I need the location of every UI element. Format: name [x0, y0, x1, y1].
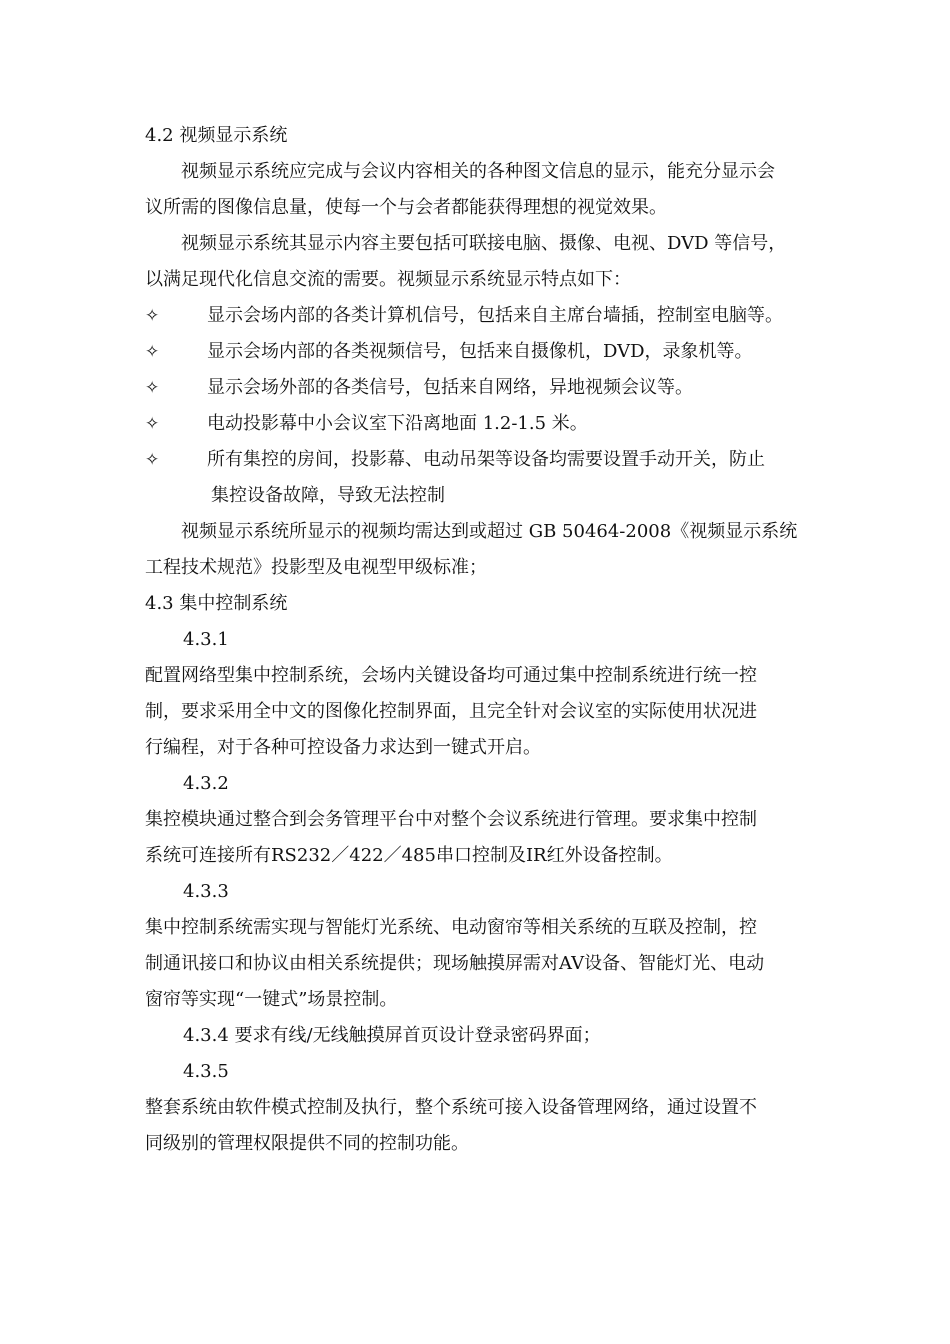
bullet-item	[145, 442, 815, 478]
paragraph-line: 制，要求采用全中文的图像化控制界面，且完全针对会议室的实际使用状况进	[145, 701, 757, 722]
paragraph-line: 窗帘等实现“一键式”场景控制。	[145, 989, 398, 1010]
bullet-text: 显示会场内部的各类计算机信号，包括来自主席台墙插，控制室电脑等。	[207, 305, 783, 326]
diamond-bullet-icon: ✧	[145, 378, 160, 398]
diamond-bullet-icon: ✧	[145, 450, 160, 470]
paragraph-line: 视频显示系统应完成与会议内容相关的各种图文信息的显示，能充分显示会	[181, 161, 775, 182]
paragraph-line: 议所需的图像信息量，使每一个与会者都能获得理想的视觉效果。	[145, 197, 667, 218]
diamond-bullet-icon: ✧	[145, 342, 160, 362]
bullet-item	[145, 370, 815, 406]
paragraph-line: 视频显示系统所显示的视频均需达到或超过 GB 50464-2008《视频显示系统	[181, 521, 798, 542]
paragraph-line: 以满足现代化信息交流的需要。视频显示系统显示特点如下：	[145, 269, 631, 290]
paragraph-line: 制通讯接口和协议由相关系统提供；现场触摸屏需对AV设备、智能灯光、电动	[145, 953, 765, 974]
paragraph-line: 配置网络型集中控制系统，会场内关键设备均可通过集中控制系统进行统一控	[145, 665, 757, 686]
section-heading-4-3: 4.3 集中控制系统	[145, 593, 288, 614]
bullet-item	[145, 406, 815, 442]
bullet-continuation: 集控设备故障，导致无法控制	[211, 485, 445, 506]
paragraph-line: 行编程，对于各种可控设备力求达到一键式开启。	[145, 737, 541, 758]
subsection-number-4-3-2: 4.3.2	[183, 773, 229, 794]
paragraph-line: 同级别的管理权限提供不同的控制功能。	[145, 1133, 469, 1154]
bullet-item	[145, 334, 815, 370]
paragraph-line: 视频显示系统其显示内容主要包括可联接电脑、摄像、电视、DVD 等信号，	[181, 233, 787, 254]
bullet-item	[145, 298, 815, 334]
diamond-bullet-icon: ✧	[145, 414, 160, 434]
paragraph-line: 集中控制系统需实现与智能灯光系统、电动窗帘等相关系统的互联及控制，控	[145, 917, 757, 938]
document-page	[145, 118, 815, 1162]
section-heading-4-2: 4.2 视频显示系统	[145, 125, 288, 146]
paragraph-line: 整套系统由软件模式控制及执行，整个系统可接入设备管理网络，通过设置不	[145, 1097, 757, 1118]
subsection-number-4-3-5: 4.3.5	[183, 1061, 229, 1082]
paragraph-line: 集控模块通过整合到会务管理平台中对整个会议系统进行管理。要求集中控制	[145, 809, 757, 830]
bullet-text: 所有集控的房间，投影幕、电动吊架等设备均需要设置手动开关，防止	[207, 449, 765, 470]
diamond-bullet-icon: ✧	[145, 306, 160, 326]
bullet-text: 显示会场外部的各类信号，包括来自网络，异地视频会议等。	[207, 377, 693, 398]
paragraph-line: 工程技术规范》投影型及电视型甲级标准；	[145, 557, 487, 578]
subsection-number-4-3-1: 4.3.1	[183, 629, 229, 650]
bullet-text: 显示会场内部的各类视频信号，包括来自摄像机，DVD，录象机等。	[207, 341, 753, 362]
subsection-4-3-4: 4.3.4 要求有线/无线触摸屏首页设计登录密码界面；	[183, 1025, 601, 1046]
bullet-text: 电动投影幕中小会议室下沿离地面 1.2-1.5 米。	[207, 413, 588, 434]
subsection-number-4-3-3: 4.3.3	[183, 881, 229, 902]
paragraph-line: 系统可连接所有RS232／422／485串口控制及IR红外设备控制。	[145, 845, 673, 866]
